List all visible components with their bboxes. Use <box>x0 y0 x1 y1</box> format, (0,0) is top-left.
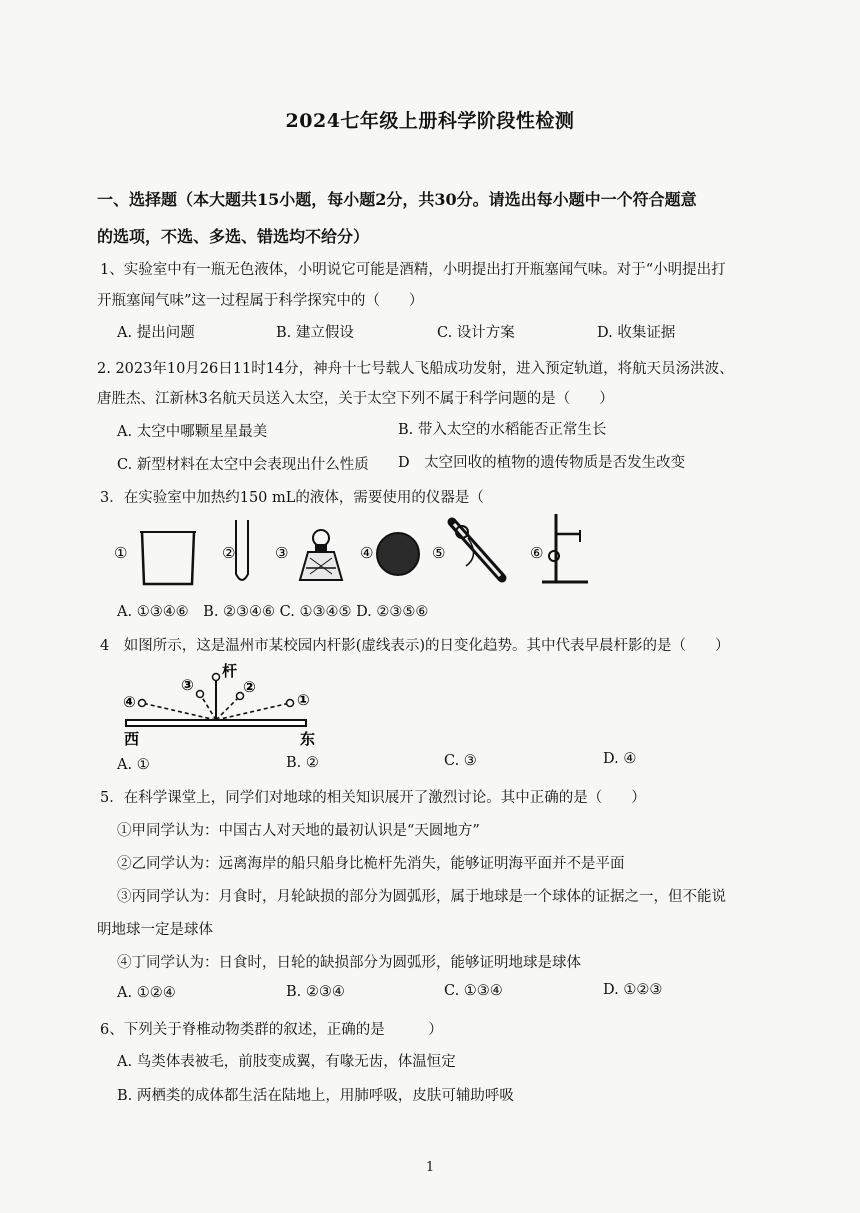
q5-statement-1: ①甲同学认为：中国古人对天地的最初认识是“天圆地方” <box>117 823 480 839</box>
q4-pole-shadow-figure <box>112 660 342 748</box>
east-label: 东 <box>300 730 316 748</box>
apparatus-label-2: ② <box>222 544 236 562</box>
marker-1: ① <box>297 691 310 709</box>
apparatus-label-1: ① <box>114 544 128 562</box>
marker-4: ④ <box>123 693 136 711</box>
q1-option-c: C. 设计方案 <box>437 325 515 341</box>
q4-stem: 4 如图所示，这是温州市某校园内杆影(虚线表示)的日变化趋势。其中代表早晨杆影的是（ ） <box>100 638 730 654</box>
west-label: 西 <box>124 730 140 748</box>
q6-option-a: A. 鸟类体表被毛，前肢变成翼，有喙无齿，体温恒定 <box>117 1054 456 1070</box>
test-tube-icon <box>236 520 248 580</box>
apparatus-label-4: ④ <box>360 544 374 562</box>
q1-option-d: D. 收集证据 <box>597 325 676 341</box>
ground-bar <box>126 720 306 726</box>
q1-stem-line1: 1、实验室中有一瓶无色液体，小明说它可能是酒精，小明提出打开瓶塞闻气味。对于“小明提出打 <box>100 262 726 278</box>
page-number: 1 <box>425 1160 435 1175</box>
q4-option-b: B. ② <box>286 755 319 771</box>
apparatus-label-3: ③ <box>275 544 289 562</box>
q5-option-a: A. ①②④ <box>117 985 176 1001</box>
q4-option-c: C. ③ <box>444 753 477 769</box>
section-heading-line2: 的选项，不选、多选、错选均不给分） <box>97 227 370 246</box>
q5-statement-3b: 明地球一定是球体 <box>97 922 213 938</box>
q5-statement-2: ②乙同学认为：远离海岸的船只船身比桅杆先消失，能够证明海平面并不是平面 <box>117 856 625 872</box>
q1-stem-line2: 开瓶塞闻气味”这一过程属于科学探究中的（ ） <box>97 293 424 309</box>
q5-option-c: C. ①③④ <box>444 983 503 999</box>
pole-label: 杆 <box>222 662 238 680</box>
q3-apparatus-figure <box>110 508 600 588</box>
q5-option-d: D. ①②③ <box>603 982 663 998</box>
q3-stem: 3．在实验室中加热约150 mL的液体，需要使用的仪器是（ <box>100 490 484 506</box>
q5-statement-4: ④丁同学认为：日食时，日轮的缺损部分为圆弧形，能够证明地球是球体 <box>117 955 581 971</box>
apparatus-label-5: ⑤ <box>432 544 446 562</box>
test-tube-holder-icon <box>452 522 502 578</box>
q2-option-b: B. 带入太空的水稻能否正常生长 <box>398 422 607 438</box>
q2-option-a: A. 太空中哪颗星星最美 <box>117 424 268 440</box>
alcohol-lamp-icon <box>300 530 342 580</box>
beaker-icon <box>142 532 194 584</box>
q5-statement-3a: ③丙同学认为：月食时，月轮缺损的部分为圆弧形，属于地球是一个球体的证据之一，但不能说 <box>117 889 726 905</box>
q2-option-c: C. 新型材料在太空中会表现出什么性质 <box>117 457 369 473</box>
q1-option-a: A. 提出问题 <box>117 325 195 341</box>
q5-option-b: B. ②③④ <box>286 984 345 1000</box>
q3-options: A. ①③④⑥ B. ②③④⑥ C. ①③④⑤ D. ②③⑤⑥ <box>117 604 429 620</box>
q1-option-b: B. 建立假设 <box>276 325 354 341</box>
q4-option-d: D. ④ <box>603 751 637 767</box>
marker-3: ③ <box>181 676 194 694</box>
asbestos-mesh-icon <box>377 533 419 575</box>
q2-stem-line1: 2. 2023年10月26日11时14分，神舟十七号载人飞船成功发射，进入预定轨道，将航天员汤洪波、 <box>97 361 734 377</box>
section-heading-line1: 一、选择题（本大题共15小题，每小题2分，共30分。请选出每小题中一个符合题意 <box>97 190 697 209</box>
page-title: 2024七年级上册科学阶段性检测 <box>285 110 575 132</box>
q6-option-b: B. 两栖类的成体都生活在陆地上，用肺呼吸，皮肤可辅助呼吸 <box>117 1088 514 1104</box>
q2-option-d: D 太空回收的植物的遗传物质是否发生改变 <box>398 455 686 471</box>
q4-option-a: A. ① <box>117 757 150 773</box>
q5-stem: 5．在科学课堂上，同学们对地球的相关知识展开了激烈讨论。其中正确的是（ ） <box>100 790 646 806</box>
q6-stem: 6、下列关于脊椎动物类群的叙述，正确的是 ） <box>100 1022 443 1038</box>
iron-stand-icon <box>542 514 588 582</box>
q2-stem-line2: 唐胜杰、江新林3名航天员送入太空，关于太空下列不属于科学问题的是（ ） <box>97 391 614 407</box>
apparatus-label-6: ⑥ <box>530 544 544 562</box>
marker-2: ② <box>243 678 256 696</box>
